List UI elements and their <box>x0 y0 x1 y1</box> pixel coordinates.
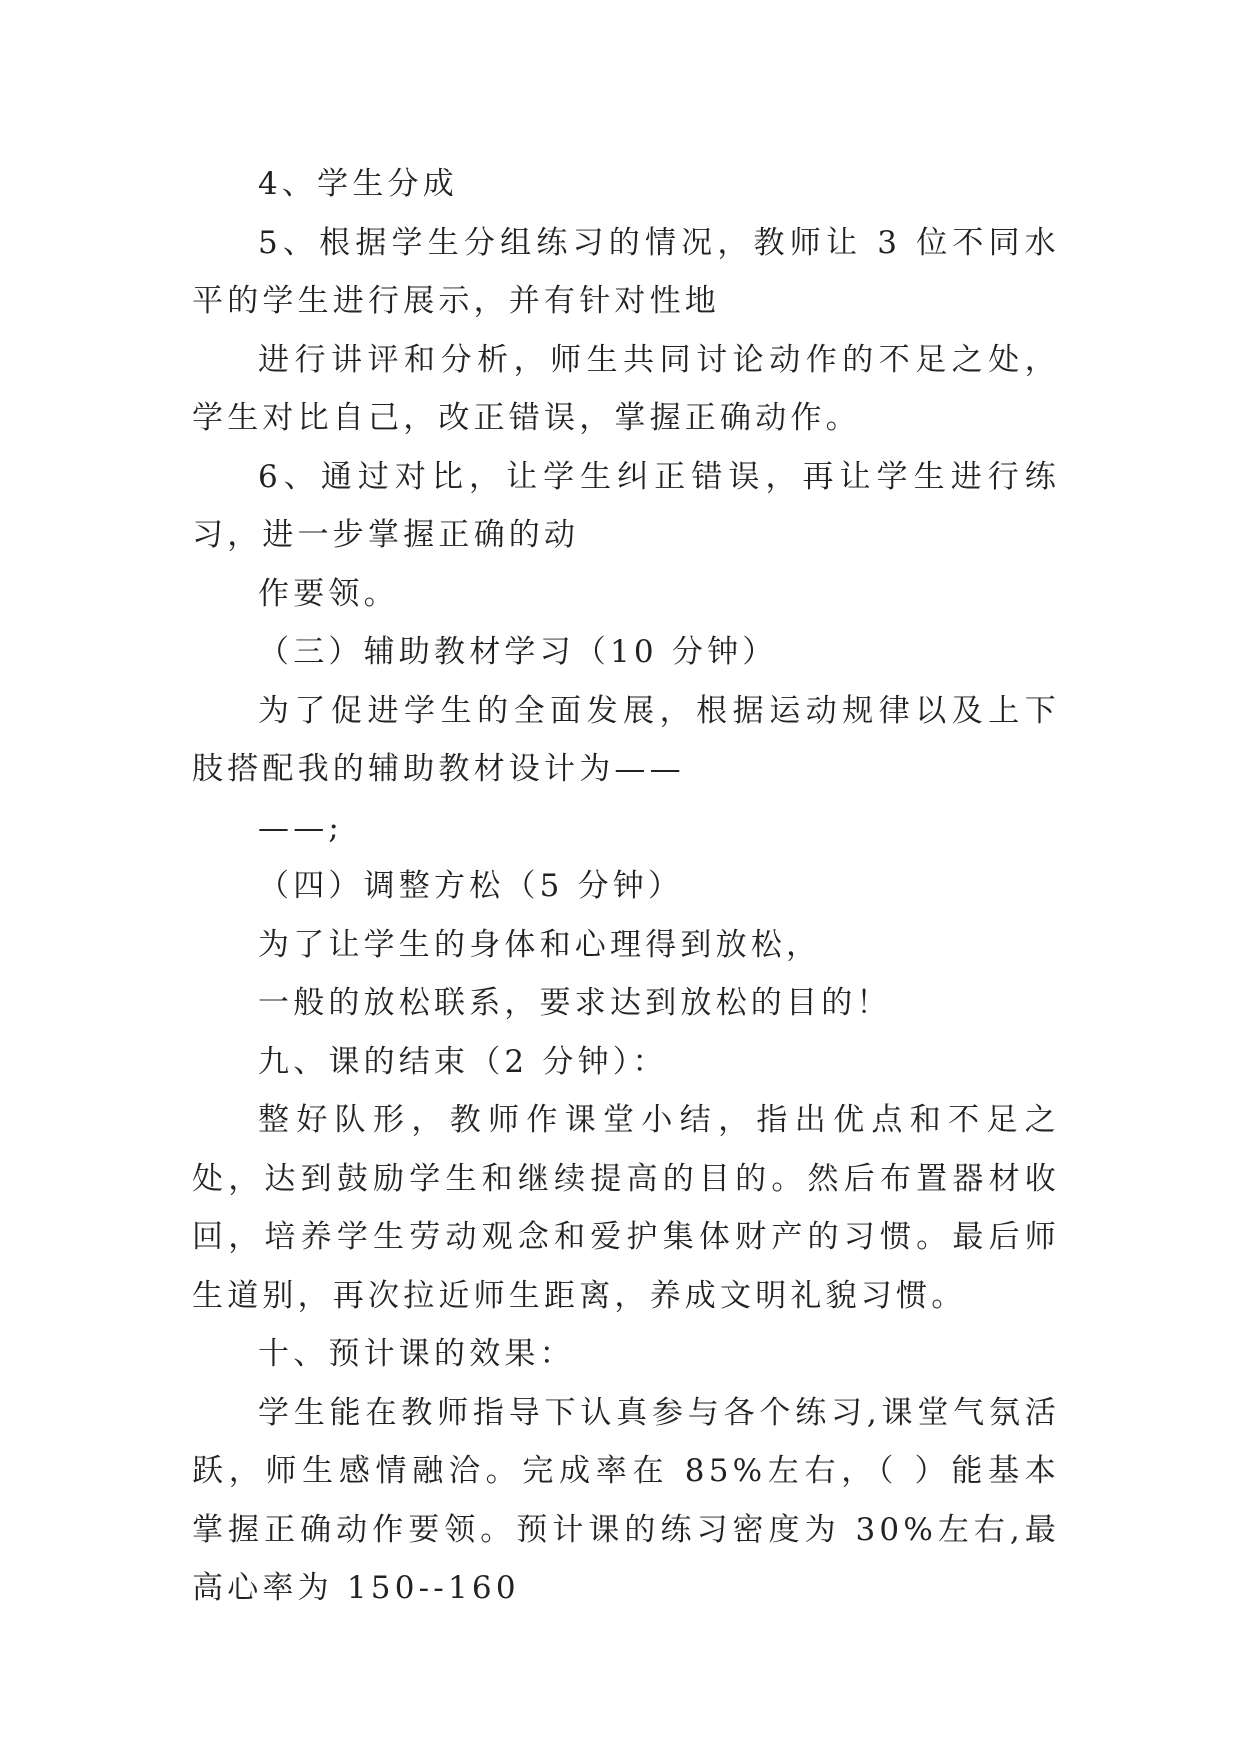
paragraph: 进行讲评和分析，师生共同讨论动作的不足之处，学生对比自己，改正错误，掌握正确动作。 <box>192 341 1060 436</box>
section-heading: 九、课的结束（2 分钟）： <box>258 1043 668 1080</box>
section-heading: 十、预计课的效果： <box>258 1336 575 1372</box>
paragraph: 学生能在教师指导下认真参与各个练习,课堂气氛活跃，师生感情融洽。完成率在 85%左右，（ ）能基本掌握正确动作要领。预计课的练习密度为 30%左右,最高心率为 150--160 <box>192 1394 1060 1606</box>
paragraph: ——; <box>258 809 344 846</box>
paragraph: 作要领。 <box>258 575 399 612</box>
paragraph: 整好队形，教师作课堂小结，指出优点和不足之处，达到鼓励学生和继续提高的目的。然后布置器材收回，培养学生劳动观念和爱护集体财产的习惯。最后师生道别，再次拉近师生距离，养成文明礼貌习惯。 <box>192 1102 1060 1314</box>
paragraph: 5、根据学生分组练习的情况，教师让 3 位不同水平的学生进行展示，并有针对性地 <box>192 224 1060 319</box>
paragraph: 为了让学生的身体和心理得到放松， <box>258 926 822 963</box>
paragraph: 为了促进学生的全面发展，根据运动规律以及上下肢搭配我的辅助教材设计为—— <box>192 692 1060 787</box>
section-heading: （四）调整方松（5 分钟） <box>258 868 684 904</box>
paragraph: 6、通过对比，让学生纠正错误，再让学生进行练习，进一步掌握正确的动 <box>192 458 1060 553</box>
section-heading: （三）辅助教材学习（10 分钟） <box>258 634 778 670</box>
document-body <box>192 155 1060 1618</box>
paragraph: 4、学生分成 <box>258 166 458 202</box>
paragraph: 一般的放松联系，要求达到放松的目的！ <box>258 985 892 1021</box>
